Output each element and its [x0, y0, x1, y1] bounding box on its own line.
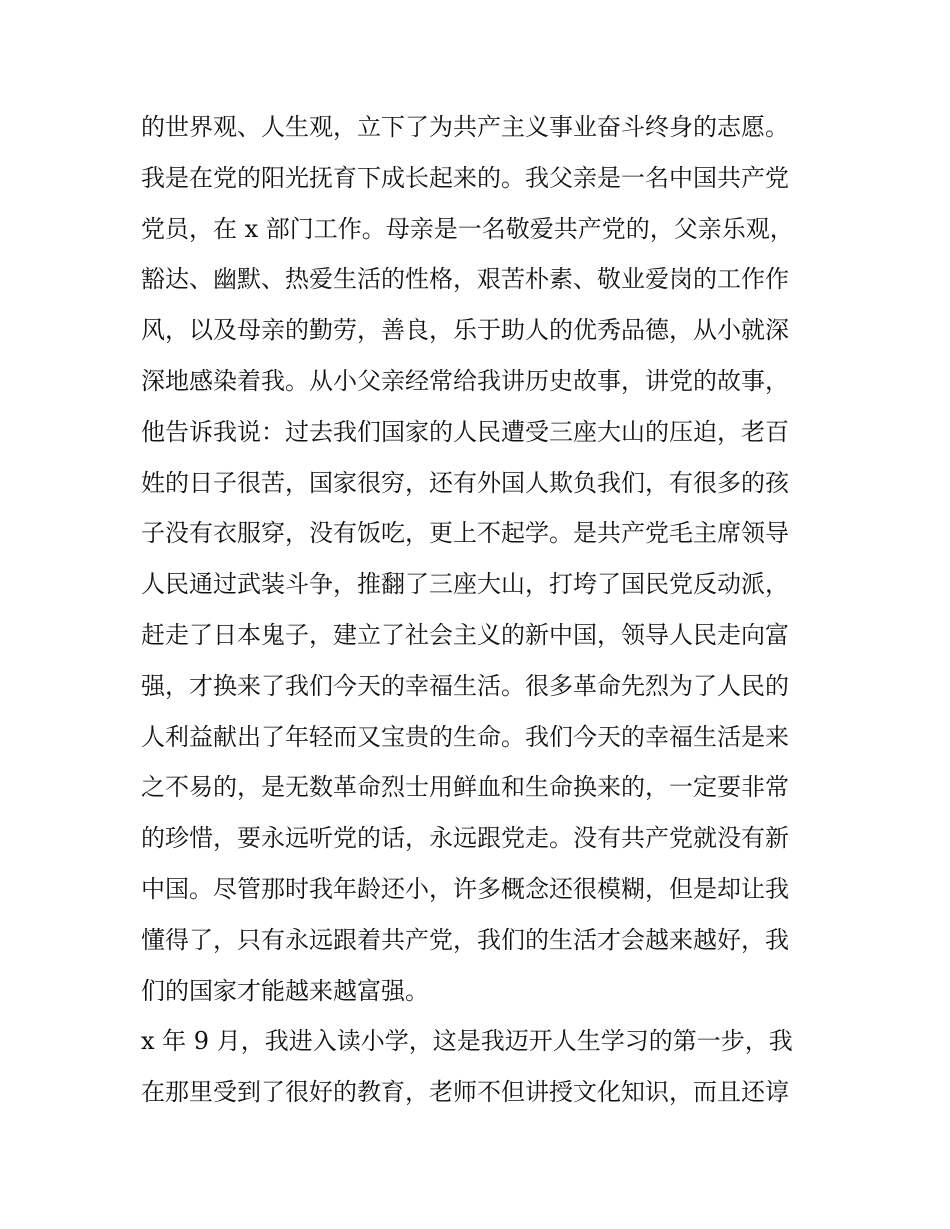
text-line: 子没有衣服穿，没有饭吃，更上不起学。是共产党毛主席领导 [141, 519, 789, 548]
text-line: 中国。尽管那时我年龄还小，许多概念还很模糊，但是却让我 [141, 874, 789, 903]
text-line: 豁达、幽默、热爱生活的性格，艰苦朴素、敬业爱岗的工作作 [141, 265, 789, 294]
text-line: 党员，在 x 部门工作。母亲是一名敬爱共产党的，父亲乐观， [141, 214, 794, 243]
text-line: 在那里受到了很好的教育，老师不但讲授文化知识，而且还谆 [141, 1078, 789, 1107]
text-line: 他告诉我说：过去我们国家的人民遭受三座大山的压迫，老百 [141, 417, 789, 446]
text-line: 强，才换来了我们今天的幸福生活。很多革命先烈为了人民的 [141, 671, 789, 700]
text-line: 们的国家才能越来越富强。 [141, 976, 429, 1005]
text-line: 姓的日子很苦，国家很穷，还有外国人欺负我们，有很多的孩 [141, 468, 789, 497]
text-line: 的世界观、人生观，立下了为共产主义事业奋斗终身的志愿。 [141, 113, 789, 141]
text-line: 我是在党的阳光抚育下成长起来的。我父亲是一名中国共产党 [141, 163, 789, 192]
text-line: x 年 9 月，我进入读小学，这是我迈开人生学习的第一步，我 [141, 1027, 793, 1056]
body-text [141, 102, 821, 1118]
text-line: 人民通过武装斗争，推翻了三座大山，打垮了国民党反动派， [141, 570, 789, 599]
text-line: 之不易的，是无数革命烈士用鲜血和生命换来的，一定要非常 [141, 773, 789, 802]
text-line: 懂得了，只有永远跟着共产党，我们的生活才会越来越好，我 [141, 925, 789, 954]
text-line: 风，以及母亲的勤劳，善良，乐于助人的优秀品德，从小就深 [141, 316, 789, 345]
text-line: 的珍惜，要永远听党的话，永远跟党走。没有共产党就没有新 [141, 824, 789, 853]
text-line: 深地感染着我。从小父亲经常给我讲历史故事，讲党的故事， [141, 366, 789, 395]
text-line: 赶走了日本鬼子，建立了社会主义的新中国，领导人民走向富 [141, 620, 789, 649]
text-line: 人利益献出了年轻而又宝贵的生命。我们今天的幸福生活是来 [141, 722, 789, 751]
